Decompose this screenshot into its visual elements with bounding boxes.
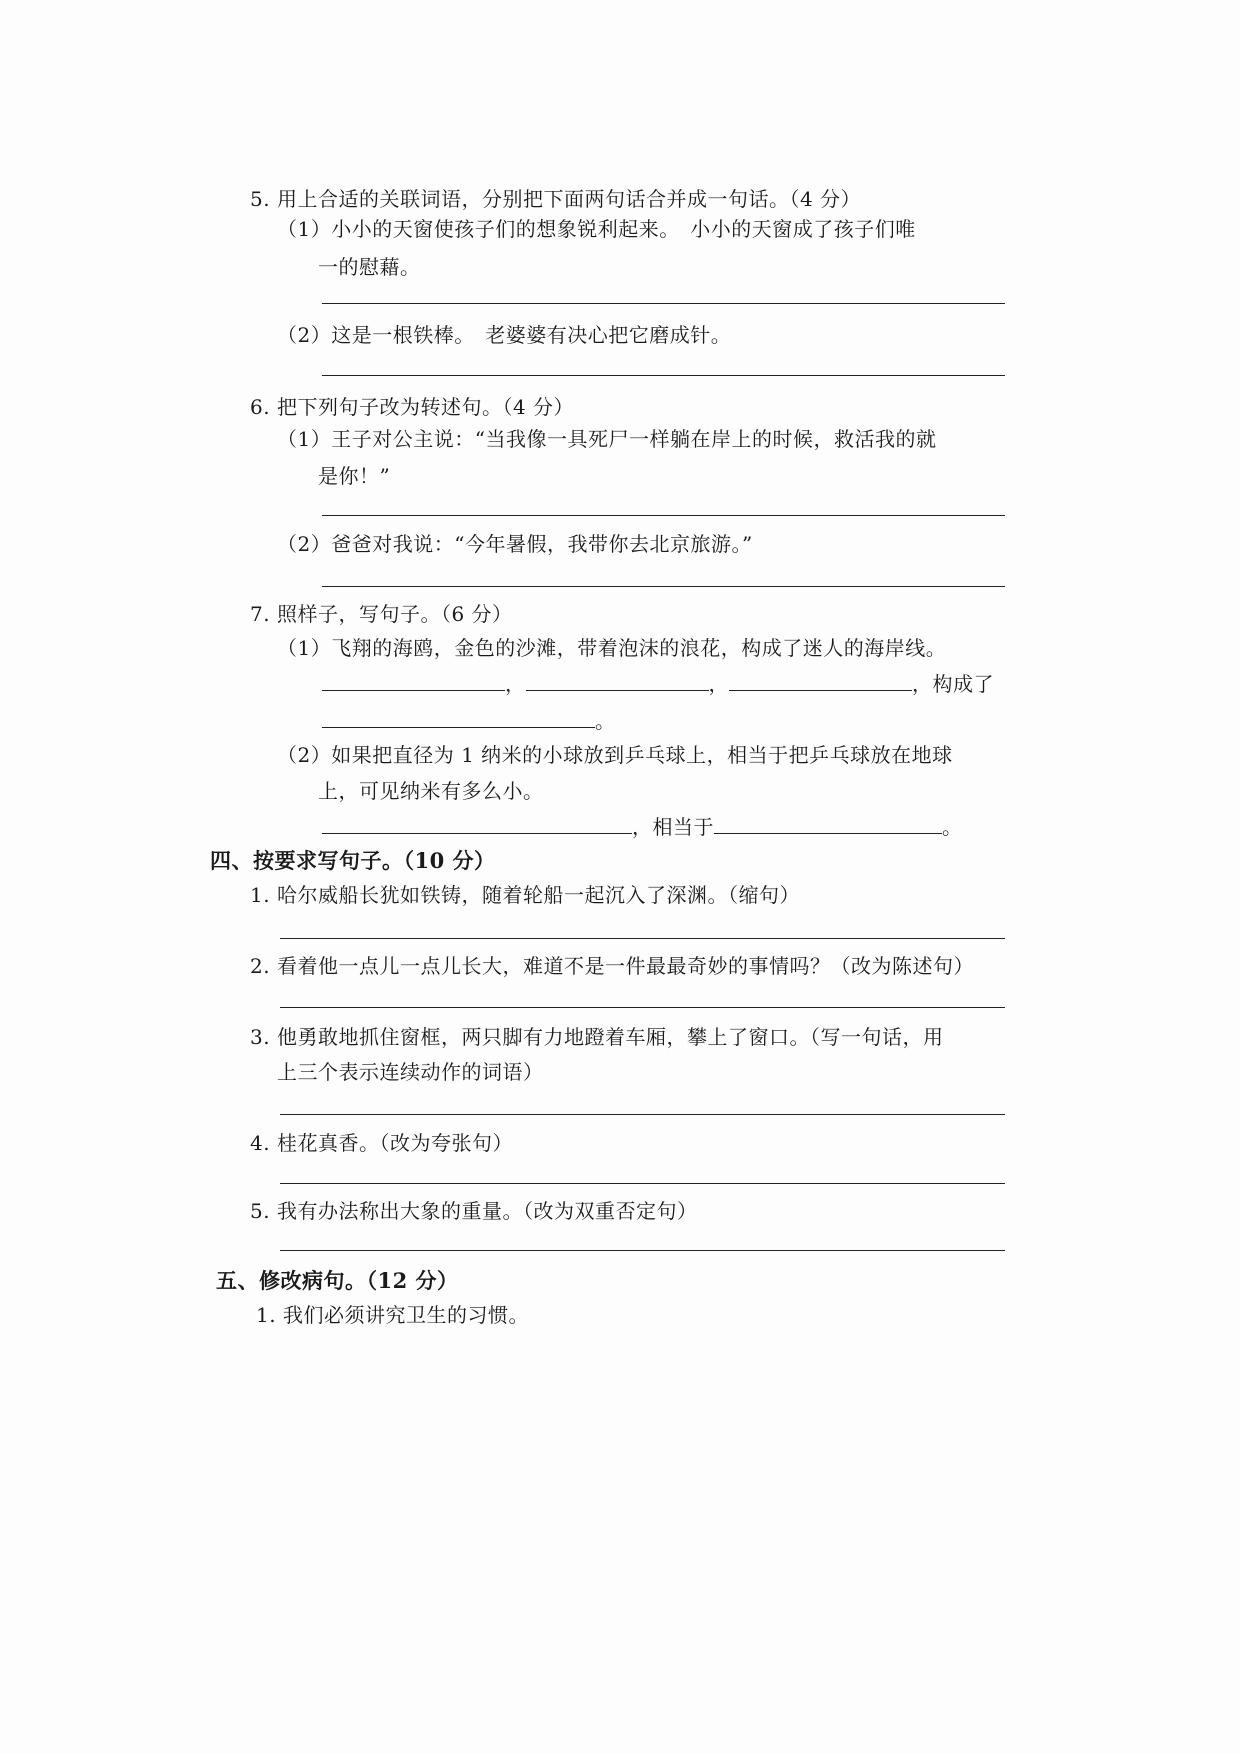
- section-4-title: 四、按要求写句子。（10 分）: [210, 848, 496, 873]
- section-4-item-1: 1. 哈尔威船长犹如铁铸，随着轮船一起沉入了深渊。（缩句）: [250, 883, 800, 907]
- q7-title: 7. 照样子，写句子。（6 分）: [250, 602, 513, 626]
- q7-blank-6[interactable]: [714, 813, 942, 834]
- q6-sentence-2: （2）爸爸对我说：“今年暑假，我带你去北京旅游。”: [277, 532, 753, 556]
- q5-sentence-2: （2）这是一根铁棒。 老婆婆有决心把它磨成针。: [277, 323, 732, 347]
- q7-tail-1: ，构成了: [912, 672, 994, 696]
- q7-example-2-line-1: （2）如果把直径为 1 纳米的小球放到乒乓球上，相当于把乒乓球放在地球: [277, 743, 953, 767]
- q6-sentence-1-line-1: （1）王子对公主说：“当我像一具死尸一样躺在岸上的时候，救活我的就: [277, 427, 937, 451]
- section-4-answer-line-5[interactable]: [280, 1250, 1005, 1251]
- q6-sentence-1-line-2: 是你！”: [318, 464, 391, 488]
- q6-title: 6. 把下列句子改为转述句。（4 分）: [250, 395, 575, 419]
- section-5-item-1: 1. 我们必须讲究卫生的习惯。: [256, 1303, 529, 1327]
- q7-fill-row-2: [322, 707, 616, 734]
- q7-example-2-line-2: 上，可见纳米有多么小。: [318, 779, 544, 803]
- section-4-item-4: 4. 桂花真香。（改为夸张句）: [250, 1131, 513, 1155]
- q7-fill-row-3: [322, 813, 963, 840]
- section-4-answer-line-1[interactable]: [280, 938, 1005, 939]
- q7-blank-3[interactable]: [729, 670, 912, 691]
- section-4-item-3-line-2: 上三个表示连续动作的词语）: [277, 1060, 544, 1084]
- q7-comma-2: ，: [708, 672, 729, 696]
- q7-blank-4[interactable]: [322, 707, 595, 728]
- section-4-item-2: 2. 看着他一点儿一点儿长大，难道不是一件最最奇妙的事情吗？（改为陈述句）: [250, 954, 974, 978]
- q5-answer-line-1[interactable]: [322, 303, 1005, 304]
- section-4-answer-line-4[interactable]: [280, 1183, 1005, 1184]
- q6-answer-line-2[interactable]: [322, 586, 1005, 587]
- q7-blank-5[interactable]: [322, 813, 632, 834]
- q5-sentence-1-line-2: 一的慰藉。: [318, 255, 421, 279]
- section-4-item-3-line-1: 3. 他勇敢地抓住窗框，两只脚有力地蹬着车厢，攀上了窗口。（写一句话，用: [250, 1025, 944, 1049]
- section-4-item-5: 5. 我有办法称出大象的重量。（改为双重否定句）: [250, 1199, 698, 1223]
- q7-example-1: （1）飞翔的海鸥，金色的沙滩，带着泡沫的浪花，构成了迷人的海岸线。: [277, 636, 947, 660]
- section-5-title: 五、修改病句。（12 分）: [216, 1268, 459, 1293]
- section-4-answer-line-2[interactable]: [280, 1007, 1005, 1008]
- q7-end-2: 。: [942, 815, 963, 839]
- q7-blank-1[interactable]: [322, 670, 505, 691]
- q5-answer-line-2[interactable]: [322, 375, 1005, 376]
- q7-mid-2: ，相当于: [632, 815, 714, 839]
- q7-end-1: 。: [595, 709, 616, 733]
- q5-sentence-1-line-1: （1）小小的天窗使孩子们的想象锐利起来。 小小的天窗成了孩子们唯: [277, 217, 916, 241]
- q5-title: 5. 用上合适的关联词语，分别把下面两句话合并成一句话。（4 分）: [250, 187, 862, 211]
- q7-blank-2[interactable]: [526, 670, 709, 691]
- q7-fill-row-1: [322, 670, 994, 697]
- q7-comma-1: ，: [505, 672, 526, 696]
- q6-answer-line-1[interactable]: [322, 515, 1005, 516]
- section-4-answer-line-3[interactable]: [280, 1114, 1005, 1115]
